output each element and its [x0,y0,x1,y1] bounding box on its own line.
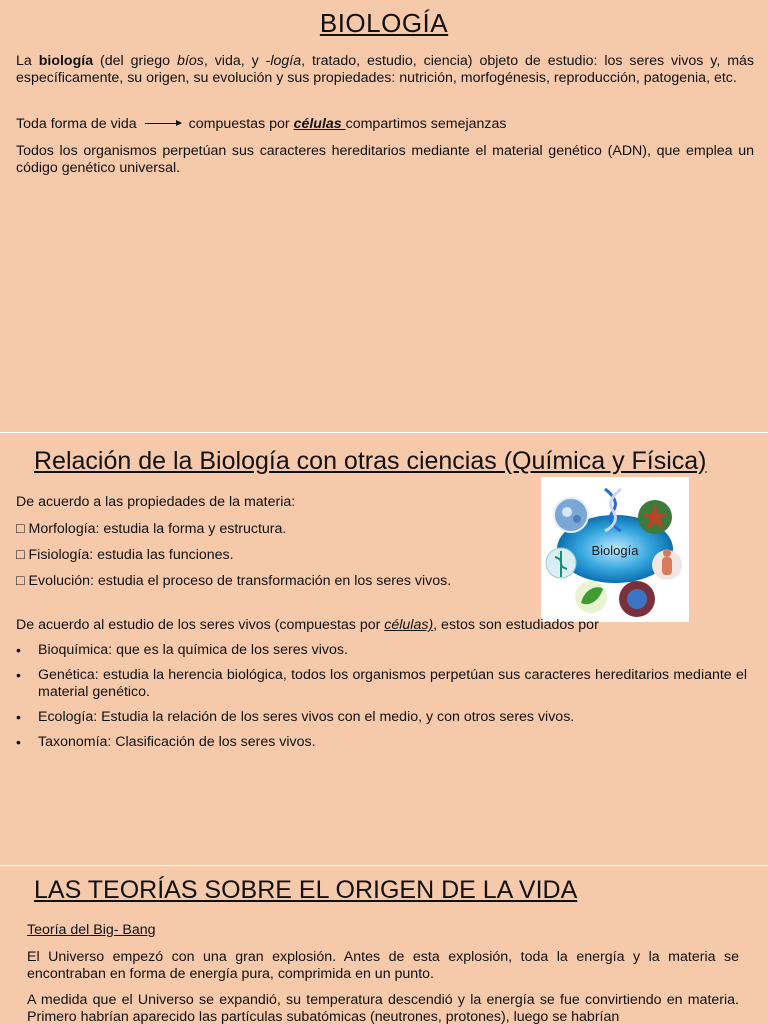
slide-teorias [0,866,768,1024]
list-item: • Genética: estudia la herencia biológica, todos los organismos perpetúan sus caracteres hereditarios mediante el material genético. [16,667,747,701]
text-run-italic: células) [384,617,434,633]
slide-title: LAS TEORÍAS SOBRE EL ORIGEN DE LA VIDA [34,876,578,904]
paragraph-big-bang: El Universo empezó con una gran explosión. Antes de esta explosión, toda la energía y la materia se encontraban en forma de energía pura, comprimida en un punto. [27,949,739,982]
text-run: (del griego [93,53,177,69]
paragraph-expansion: A medida que el Universo se expandió, su temperatura descendió y la energía se fue convirtiendo en materia. Primero habrían aparecido las partículas subatómicas (neutrones, protones), luego se habrían [27,992,739,1024]
cell-shape [573,515,581,523]
lens-shape [627,589,647,609]
list-item: • Ecología: Estudia la relación de los seres vivos con el medio, y con otros seres vivos. [16,709,747,726]
text-run-emphasis: células [293,116,346,132]
list-item: • Bioquímica: que es la química de los seres vivos. [16,642,747,659]
arrow-right-icon [145,123,181,124]
slide-relacion [0,433,768,865]
text-run: compuestas por [188,116,294,132]
slide-biologia [0,0,768,432]
intro-properties: De acuerdo a las propiedades de la materia: [16,494,296,510]
text-run-italic: bíos [177,53,204,69]
image-label: Biología [591,543,639,558]
text-run: , tratado, estudio, ciencia) objeto de estudio: los seres vivos y, más específicamente, su origen, su evolución y sus propiedades: nutrición, morfogénesis, reproducción, patogenia, etc. [16,53,755,86]
property-item: □ Morfología: estudia la forma y estructura. [16,521,287,537]
biology-branches-illustration [541,477,689,622]
text-run: Toda forma de vida [16,116,137,132]
intro-living-beings [16,617,747,634]
property-item: □ Fisiología: estudia las funciones. [16,547,234,563]
text-run: La [16,53,39,69]
paragraph-definition [16,53,754,87]
property-item: □ Evolución: estudia el proceso de transformación en los seres vivos. [16,573,452,589]
text-run-italic: logía [270,53,302,69]
slide-title: Relación de la Biología con otras ciencias (Química y Física) [34,447,707,475]
paragraph-heredity: Todos los organismos perpetúan sus caracteres hereditarios mediante el material genético (ADN), que emplea un código genético universal. [16,143,754,176]
branches-list [16,642,747,751]
anatomy-head [663,549,671,557]
cell-shape [562,507,572,517]
text-run: De acuerdo al estudio de los seres vivos (compuestas por [16,617,385,633]
anatomy-shape [662,557,672,575]
paragraph-life-forms [16,116,754,133]
slide-title: BIOLOGÍA [319,8,449,38]
text-run-bold: biología [38,53,94,69]
biology-branches-image [541,477,689,622]
list-item: • Taxonomía: Clasificación de los seres vivos. [16,734,747,751]
text-run: , estos son estudiados por [433,617,599,633]
text-run: compartimos semejanzas [345,116,507,132]
text-run: , vida, y - [203,53,271,69]
section-subtitle: Teoría del Big- Bang [27,922,156,938]
